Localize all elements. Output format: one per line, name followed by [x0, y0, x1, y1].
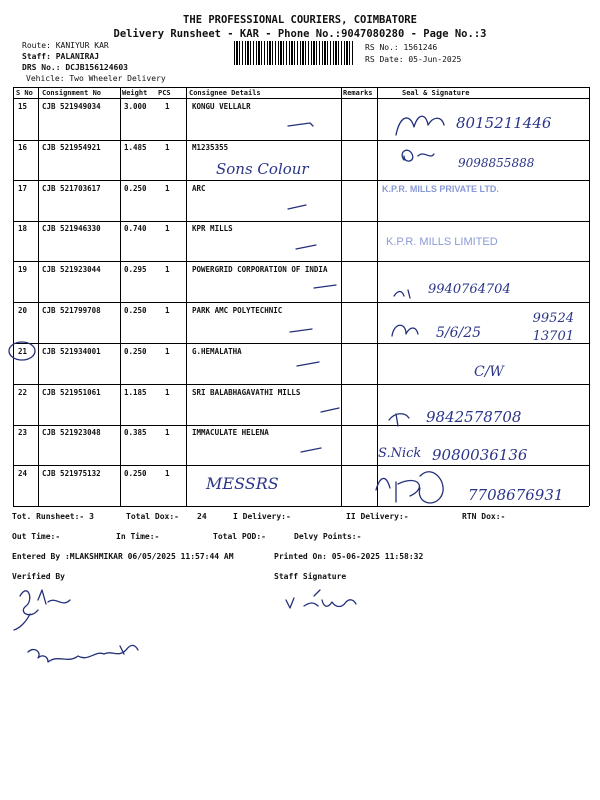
row-weight: 0.250 [124, 184, 147, 193]
row-weight: 0.250 [124, 306, 147, 315]
row-22-phone-handwriting: 9842578708 [426, 408, 522, 426]
row-24-phone-handwriting: 7708676931 [468, 486, 564, 504]
row-consignee: IMMACULATE HELENA [192, 428, 269, 437]
rs-date-label: RS Date: 05-Jun-2025 [365, 55, 462, 64]
row-consignment-no: CJB 521923044 [42, 265, 101, 274]
tot-runsheet: Tot. Runsheet:- 3 [12, 512, 94, 521]
row-17-stamp: K.P.R. MILLS PRIVATE LTD. [382, 184, 499, 194]
row-consignment-no: CJB 521946330 [42, 224, 101, 233]
ii-delivery: II Delivery:- [346, 512, 409, 521]
row-consignee: PARK AMC POLYTECHNIC [192, 306, 283, 315]
row-15-phone-handwriting: 8015211446 [456, 114, 552, 132]
row-pcs: 1 [165, 347, 170, 356]
row-weight: 0.250 [124, 469, 147, 478]
row-sno: 17 [18, 184, 28, 193]
row-weight: 0.295 [124, 265, 147, 274]
col-sno: S No [16, 89, 33, 97]
verified-by-label: Verified By [12, 572, 65, 581]
total-dox-label: Total Dox:- [126, 512, 179, 521]
col-seal-signature: Seal & Signature [402, 89, 470, 97]
row-consignee: SRI BALABHAGAVATHI MILLS [192, 388, 301, 397]
row-weight: 0.740 [124, 224, 147, 233]
row-sno: 20 [18, 306, 28, 315]
row-sno: 24 [18, 469, 28, 478]
staff-signature-label: Staff Signature [274, 572, 347, 581]
row-weight: 1.185 [124, 388, 147, 397]
row-pcs: 1 [165, 224, 170, 233]
row-20-date-handwriting: 5/6/25 [436, 325, 482, 341]
vehicle-label: Vehicle: Two Wheeler Delivery [26, 74, 166, 83]
route-label: Route: KANIYUR KAR [22, 41, 109, 50]
row-sno: 23 [18, 428, 28, 437]
total-dox-value: 24 [197, 512, 207, 521]
row-consignment-no: CJB 521954921 [42, 143, 101, 152]
company-title: THE PROFESSIONAL COURIERS, COIMBATORE [183, 14, 417, 26]
row-sno: 21 [18, 347, 28, 356]
row-20-extra-handwriting: 99524 13701 [532, 311, 574, 344]
row-consignee: ARC [192, 184, 206, 193]
row-sno: 19 [18, 265, 28, 274]
col-weight: Weight [122, 89, 148, 97]
row-pcs: 1 [165, 102, 170, 111]
row-19-phone-handwriting: 9940764704 [428, 282, 511, 297]
row-weight: 3.000 [124, 102, 147, 111]
row-consignment-no: CJB 521703617 [42, 184, 101, 193]
row-23-note-handwriting: S.Nick [378, 446, 422, 461]
printed-on: Printed On: 05-06-2025 11:58:32 [274, 552, 424, 561]
out-time: Out Time:- [12, 532, 61, 541]
row-23-phone-handwriting: 9080036136 [432, 446, 528, 464]
row-weight: 0.385 [124, 428, 147, 437]
drs-no-label: DRS No.: DCJB156124603 [22, 63, 128, 72]
row-weight: 0.250 [124, 347, 147, 356]
row-pcs: 1 [165, 469, 170, 478]
row-consignee: POWERGRID CORPORATION OF INDIA [192, 265, 328, 274]
row-21-handwriting: C/W [474, 364, 504, 380]
row-pcs: 1 [165, 428, 170, 437]
rs-no-label: RS No.: 1561246 [365, 43, 438, 52]
delvy-points: Delvy Points:- [294, 532, 362, 541]
row-16-phone-handwriting: 9098855888 [458, 156, 535, 170]
row-consignment-no: CJB 521923048 [42, 428, 101, 437]
row-sno: 15 [18, 102, 28, 111]
col-remarks: Remarks [343, 89, 373, 97]
row-18-stamp: K.P.R. MILLS LIMITED [386, 236, 498, 248]
col-pcs: PCS [158, 89, 171, 97]
col-consignment: Consignment No [42, 89, 102, 97]
entered-by: Entered By :MLAKSHMIKAR 06/05/2025 11:57:44 AM [12, 552, 234, 561]
runsheet-subtitle: Delivery Runsheet - KAR - Phone No.:9047080280 - Page No.:3 [113, 28, 487, 40]
row-sno: 18 [18, 224, 28, 233]
col-consignee: Consignee Details [189, 89, 261, 97]
row-consignment-no: CJB 521934001 [42, 347, 101, 356]
in-time: In Time:- [116, 532, 160, 541]
row-24-note-handwriting: MESSRS [206, 474, 279, 493]
row-16-note-handwriting: Sons Colour [216, 160, 309, 178]
row-consignee: KPR MILLS [192, 224, 233, 233]
row-consignee: M1235355 [192, 143, 229, 152]
row-weight: 1.485 [124, 143, 147, 152]
row-consignee: G.HEMALATHA [192, 347, 242, 356]
staff-label: Staff: PALANIRAJ [22, 52, 100, 61]
row-consignment-no: CJB 521799708 [42, 306, 101, 315]
row-consignment-no: CJB 521949034 [42, 102, 101, 111]
i-delivery: I Delivery:- [233, 512, 291, 521]
row-sno: 16 [18, 143, 28, 152]
row-sno: 22 [18, 388, 28, 397]
row-consignment-no: CJB 521951061 [42, 388, 101, 397]
row-consignment-no: CJB 521975132 [42, 469, 101, 478]
row-consignee: KONGU VELLALR [192, 102, 251, 111]
rtn-dox: RTN Dox:- [462, 512, 506, 521]
row-pcs: 1 [165, 143, 170, 152]
row-pcs: 1 [165, 306, 170, 315]
row-pcs: 1 [165, 388, 170, 397]
row-pcs: 1 [165, 184, 170, 193]
row-pcs: 1 [165, 265, 170, 274]
total-pod: Total POD:- [213, 532, 266, 541]
